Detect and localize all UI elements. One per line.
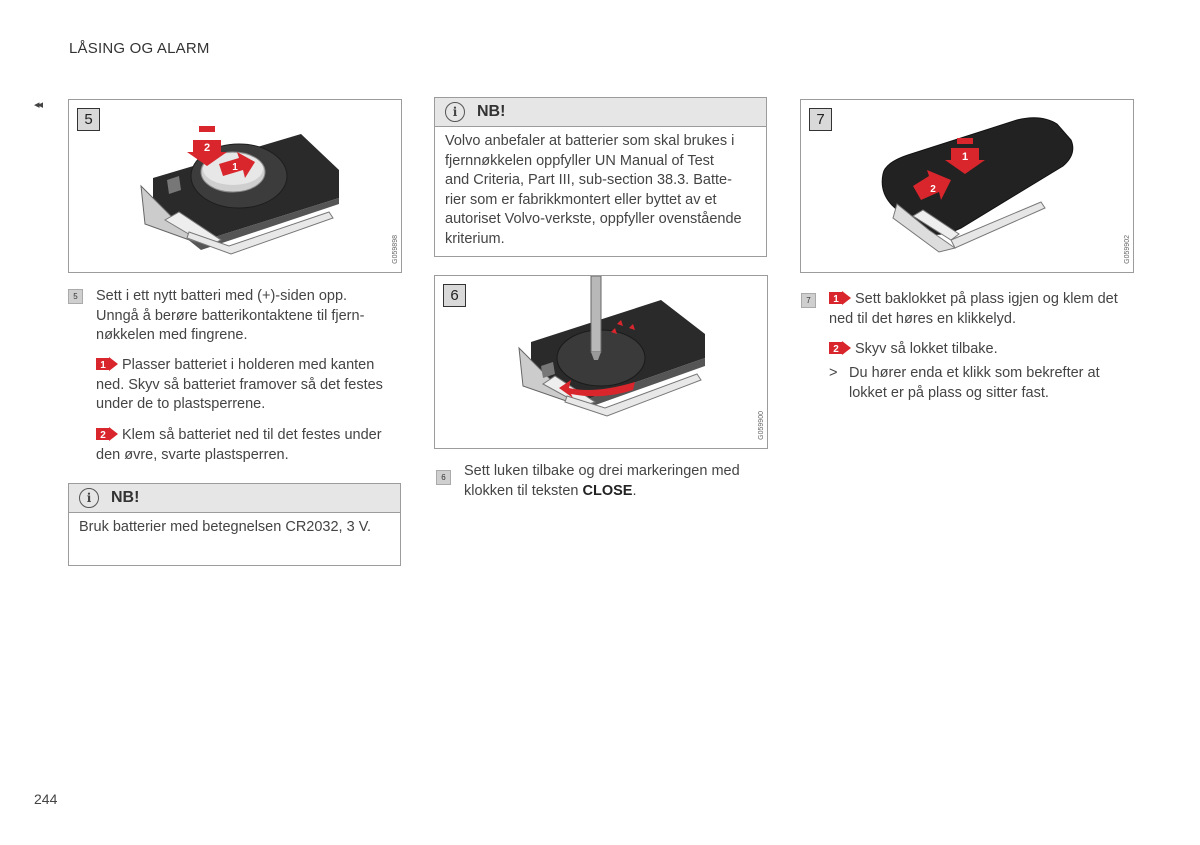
red-arrow-1-icon xyxy=(96,357,118,371)
text-line xyxy=(96,426,406,446)
marker-number: 1 xyxy=(100,360,106,371)
text-line xyxy=(829,340,1149,360)
step-badge: 5 xyxy=(68,289,83,304)
marker-number: 2 xyxy=(100,430,106,441)
red-arrow-2-icon xyxy=(829,341,851,355)
step-7 xyxy=(801,290,1141,332)
info-icon: i xyxy=(445,102,465,122)
text-line: autoriset Volvo-verkste, oppfyller ovenstående xyxy=(445,211,742,227)
step-5 xyxy=(68,287,408,347)
note-box-un-manual xyxy=(434,97,767,257)
text-line: fjernnøkkelen oppfyller UN Manual of Test xyxy=(445,152,714,169)
text-line: rier som er fabrikkmontert eller byttet av et xyxy=(445,191,717,208)
section-header: LÅSING OG ALARM xyxy=(69,40,210,57)
figure-6 xyxy=(434,275,768,449)
red-arrow-1-icon xyxy=(829,291,851,305)
figure-code: G059902 xyxy=(1124,235,1131,264)
key-cover-rotate-illustration xyxy=(435,276,767,448)
svg-text:2: 2 xyxy=(930,184,936,195)
text-line: lokket er på plass og sitter fast. xyxy=(849,384,1049,401)
page-number: 244 xyxy=(34,791,58,807)
marker-number: 1 xyxy=(833,294,839,305)
step-6-text xyxy=(464,462,740,501)
svg-text:1: 1 xyxy=(961,151,969,163)
text-line: and Criteria, Part III, sub-section 38.3. Batte- xyxy=(445,172,732,188)
info-icon: i xyxy=(79,488,99,508)
text-line: den øvre, svarte plastsperren. xyxy=(96,446,289,463)
step-5-substep-1 xyxy=(96,356,406,415)
note-title: NB! xyxy=(477,103,506,120)
text-line-suffix: . xyxy=(632,482,637,499)
key-battery-insert-illustration xyxy=(69,100,401,272)
substep-1-line: Plasser batteriet i holderen med kanten xyxy=(122,357,375,373)
text-line: ned til det høres en klikkelyd. xyxy=(829,310,1016,327)
figure-number: 6 xyxy=(443,284,466,307)
svg-text:2: 2 xyxy=(203,142,211,154)
text-line: ned. Skyv så batteriet framover så det festes xyxy=(96,376,383,393)
svg-text:1: 1 xyxy=(232,162,238,173)
text-line: nøkkelen med fingrene. xyxy=(96,327,248,343)
note-body xyxy=(435,127,766,257)
note-title: NB! xyxy=(111,489,140,506)
red-arrow-2-icon xyxy=(96,427,118,441)
note-header xyxy=(435,98,766,127)
note-header xyxy=(69,484,400,513)
text-line: Sett luken tilbake og drei markeringen med xyxy=(464,463,740,479)
marker-number: 2 xyxy=(833,344,839,355)
figure-code: G059900 xyxy=(758,411,765,440)
figure-7 xyxy=(800,99,1134,273)
text-line-prefix: klokken til teksten xyxy=(464,482,583,499)
text-line xyxy=(829,290,1118,310)
text-line: under de to plastsperrene. xyxy=(96,396,266,412)
step-5-text xyxy=(96,287,364,346)
note-body: Bruk batterier med betegnelsen CR2032, 3 V. xyxy=(79,519,372,535)
substep-2-text: Skyv så lokket tilbake. xyxy=(855,341,998,357)
step-7-line: Sett baklokket på plass igjen og klem det xyxy=(855,291,1118,307)
step-badge: 7 xyxy=(801,293,816,308)
back-nav-icon[interactable]: ◂◂ xyxy=(34,99,42,111)
note-box-battery-type xyxy=(68,483,401,566)
key-back-cover-illustration xyxy=(801,100,1133,272)
bullet-text xyxy=(849,364,1100,403)
step-7-substep-2 xyxy=(829,340,1149,360)
step-7-result-bullet xyxy=(829,364,1149,404)
text-line: Volvo anbefaler at batterier som skal brukes i xyxy=(445,133,735,149)
result-arrow-icon: > xyxy=(829,365,838,381)
text-line: kriterium. xyxy=(445,230,505,247)
text-line: Du hører enda et klikk som bekrefter at xyxy=(849,365,1100,381)
step-6 xyxy=(436,462,766,504)
text-line: Unngå å berøre batterikontaktene til fjern- xyxy=(96,307,365,324)
text-line xyxy=(464,482,740,502)
step-badge: 6 xyxy=(436,470,451,485)
step-5-substep-2 xyxy=(96,426,406,465)
step-7-text xyxy=(829,290,1118,329)
figure-number: 5 xyxy=(77,108,100,131)
text-line xyxy=(96,356,406,376)
figure-number: 7 xyxy=(809,108,832,131)
figure-5 xyxy=(68,99,402,273)
close-label: CLOSE xyxy=(582,482,633,499)
substep-2-line: Klem så batteriet ned til det festes under xyxy=(122,427,382,443)
figure-code: G059898 xyxy=(392,235,399,264)
text-line: Sett i ett nytt batteri med (+)-siden opp. xyxy=(96,288,348,304)
